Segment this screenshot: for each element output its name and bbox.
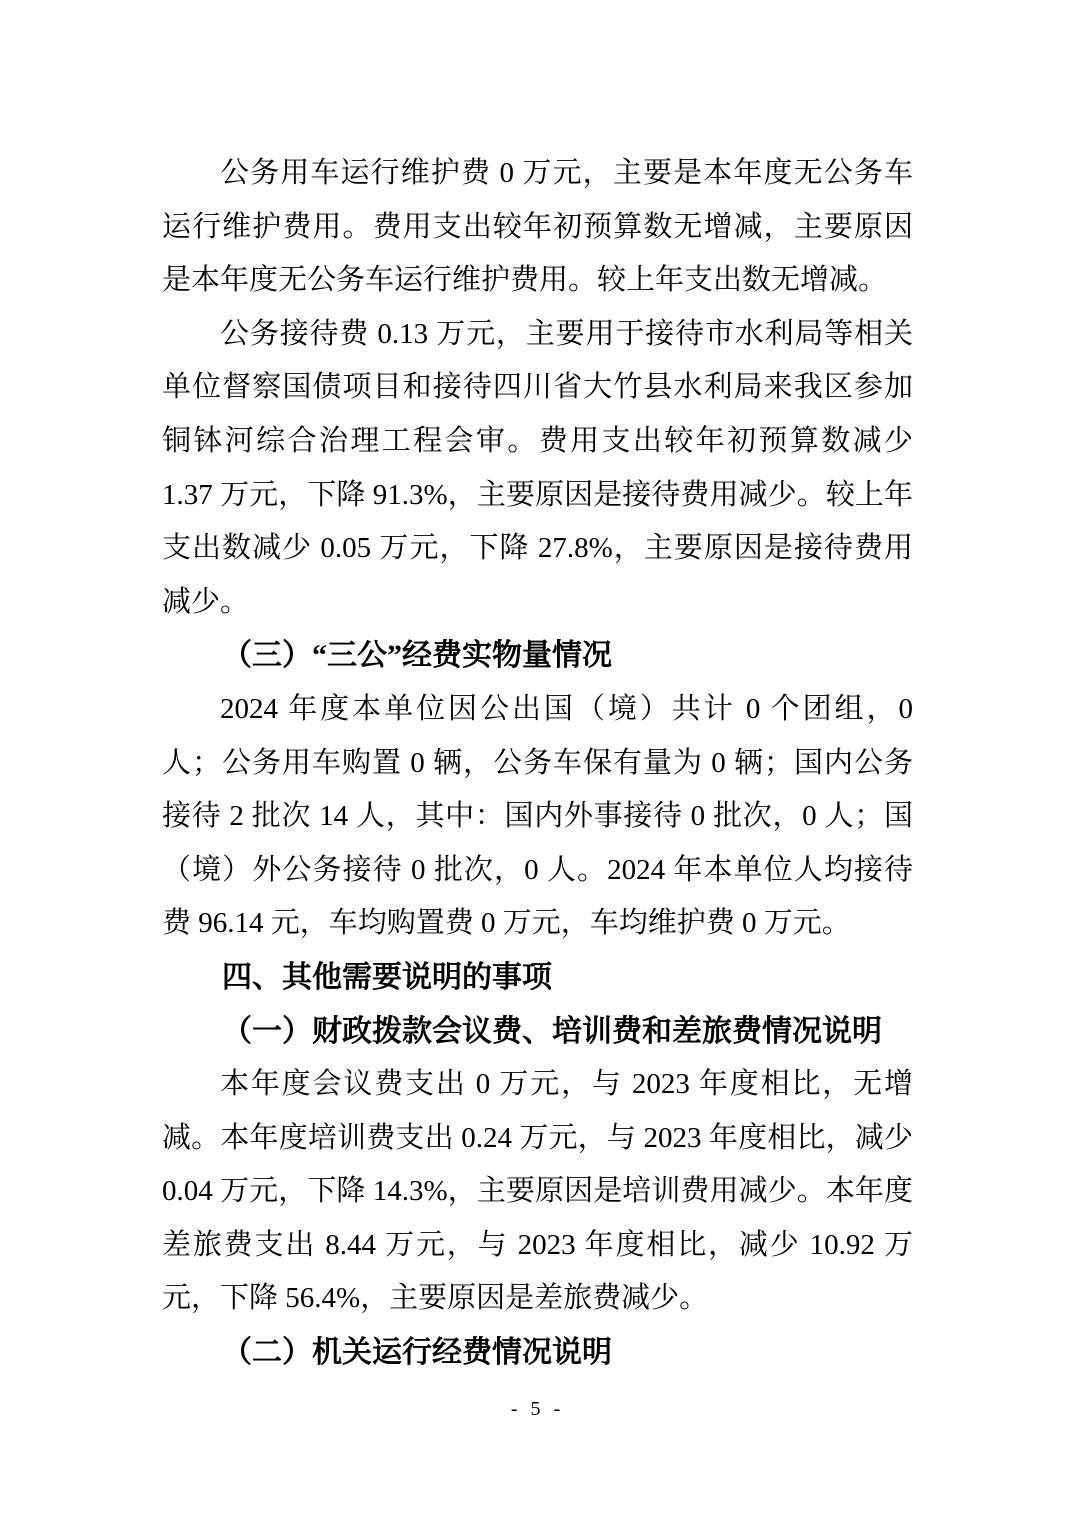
paragraph-vehicle-maintenance-fee: 公务用车运行维护费 0 万元，主要是本年度无公务车运行维护费用。费用支出较年初预算数无增减，主要原因是本年度无公务车运行维护费用。较上年支出数无增减。 bbox=[162, 157, 913, 297]
paragraph-official-reception-fee: 公务接待费 0.13 万元，主要用于接待市水利局等相关单位督察国债项目和接待四川省大竹县水利局来我区参加铜钵河综合治理工程会审。费用支出较年初预算数减少 1.37 万元，下降 91.3%，主要原因是接待费用减少。较上年支出数减少 0.05 万元，下降 27.8%，主要原因是接待费用减少。 bbox=[162, 317, 913, 618]
document-content bbox=[162, 147, 913, 1380]
paragraph-physical-quantity-details: 2024 年度本单位因公出国（境）共计 0 个团组，0 人；公务用车购置 0 辆，公务车保有量为 0 辆；国内公务接待 2 批次 14 人，其中：国内外事接待 0 批次，0 人；国（境）外公务接待 0 批次，0 人。2024 年本单位人均接待费 96.14 元，车均购置费 0 万元，车均维护费 0 万元。 bbox=[162, 692, 913, 940]
page-number: - 5 - bbox=[510, 1398, 565, 1420]
paragraph-meeting-training-travel-details: 本年度会议费支出 0 万元，与 2023 年度相比，无增减。本年度培训费支出 0.24 万元，与 2023 年度相比，减少 0.04 万元，下降 14.3%，主要原因是培训费用减少。本年度差旅费支出 8.44 万元，与 2023 年度相比，减少 10.92 万元，下降 56.4%，主要原因是差旅费减少。 bbox=[162, 1068, 913, 1315]
section-heading-other-matters: 四、其他需要说明的事项 bbox=[222, 960, 552, 994]
section-heading-agency-operating-expenses: （二）机关运行经费情况说明 bbox=[222, 1336, 612, 1370]
section-heading-three-public-expenses-physical-quantity: （三）“三公”经费实物量情况 bbox=[222, 639, 612, 673]
section-heading-meeting-training-travel-fees: （一）财政拨款会议费、培训费和差旅费情况说明 bbox=[222, 1014, 882, 1048]
